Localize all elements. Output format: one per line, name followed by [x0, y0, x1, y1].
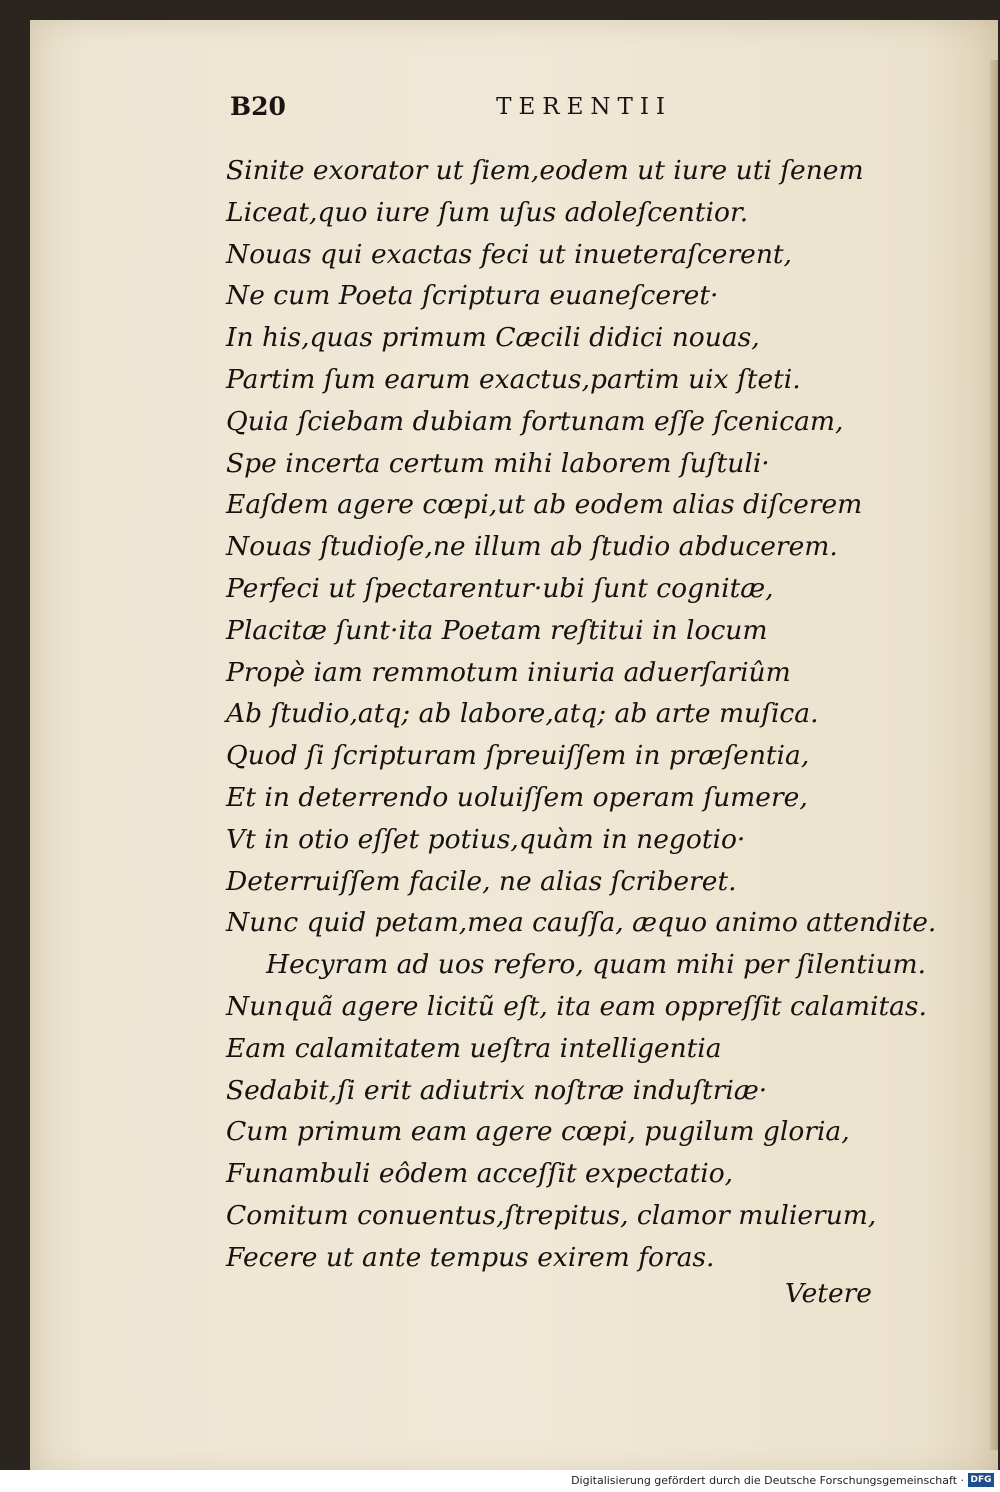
verse-line: Ab ſtudio,atq; ab labore,atq; ab arte muſica.	[226, 698, 819, 730]
verse-line: Eaſdem agere cœpi,ut ab eodem alias diſcerem	[226, 489, 863, 521]
verse-line: Fecere ut ante tempus exirem foras.	[226, 1241, 715, 1273]
verse-line: Eam calamitatem ueſtra intelligentia	[226, 1032, 722, 1064]
catchword: Vetere	[784, 1278, 872, 1309]
verse-line: Perfeci ut ſpectarentur·ubi ſunt cognitæ,	[226, 572, 774, 604]
page-edge	[990, 60, 998, 1450]
verse-line: Et in deterrendo uoluiſſem operam ſumere,	[226, 781, 808, 813]
verse-line: Deterruiſſem facile, ne alias ſcriberet.	[226, 865, 737, 897]
folio-signature: B20	[230, 92, 286, 121]
verse-line: In his,quas primum Cæcili didici nouas,	[226, 322, 760, 354]
verse-line: Ne cum Poeta ſcriptura euaneſceret·	[226, 280, 719, 312]
verse-line: Funambuli eôdem acceſſit expectatio,	[226, 1158, 734, 1190]
verse-line: Vt in otio eſſet potius,quàm in negotio·	[226, 823, 746, 855]
verse-line: Spe incerta certum mihi laborem ſuſtuli·	[226, 447, 770, 479]
verse-line: Quia ſciebam dubiam fortunam eſſe ſcenicam,	[226, 405, 844, 437]
verse-line: Sinite exorator ut ſiem,eodem ut iure uti ſenem	[226, 155, 864, 186]
verse-line: Liceat,quo iure ſum uſus adoleſcentior.	[226, 196, 749, 228]
verse-line: Nouas ſtudioſe,ne illum ab ſtudio abducerem.	[226, 531, 838, 563]
verse-line: Sedabit,ſi erit adiutrix noſtræ induſtriæ·	[226, 1074, 768, 1106]
verse-line: Quod ſi ſcripturam ſpreuiſſem in præſentia,	[226, 740, 810, 772]
verse-line: Placitæ ſunt·ita Poetam reſtitui in locum	[226, 614, 768, 646]
verse-line: Nunc quid petam,mea cauſſa, æquo animo attendite.	[226, 907, 937, 939]
verse-line: Propè iam remmotum iniuria aduerſariûm	[226, 656, 791, 688]
verse-line: Nunquã agere licitũ eſt, ita eam oppreſſit calamitas.	[226, 990, 927, 1022]
verse-line: Nouas qui exactas feci ut inueteraſcerent,	[226, 238, 792, 270]
dfg-logo: DFG	[968, 1473, 994, 1487]
verse-line: Hecyram ad uos refero, quam mihi per ſilentium.	[266, 949, 927, 981]
running-title: TERENTII	[496, 94, 672, 120]
funding-credit: Digitalisierung gefördert durch die Deutsche Forschungsgemeinschaft ·	[571, 1474, 964, 1487]
verse-text	[226, 150, 937, 1279]
verse-line: Cum primum eam agere cœpi, pugilum gloria,	[226, 1116, 850, 1148]
verse-line: Comitum conuentus,ſtrepitus, clamor mulierum,	[226, 1199, 877, 1231]
footer-bar	[0, 1470, 1000, 1492]
verse-line: Partim ſum earum exactus,partim uix ſteti.	[226, 363, 801, 395]
page-header	[230, 92, 672, 128]
